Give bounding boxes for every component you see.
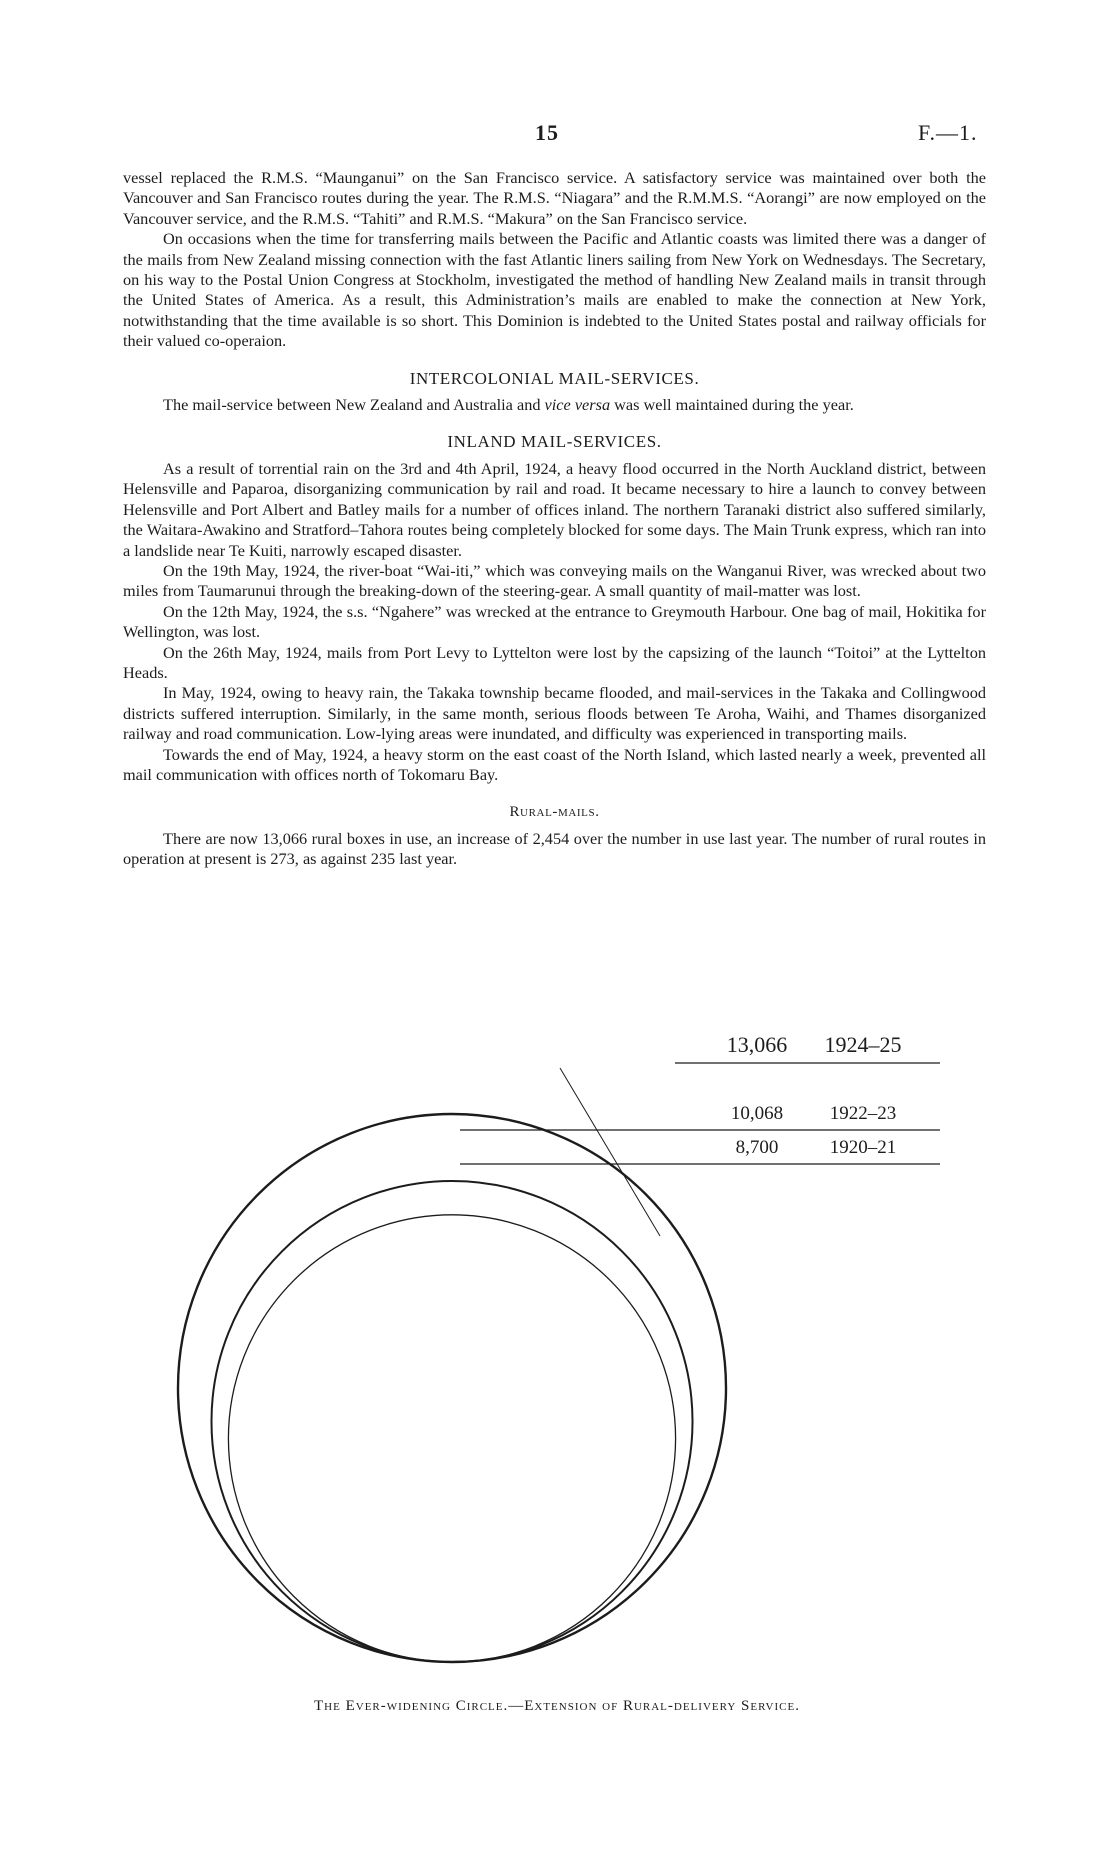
ring-1920–21 — [228, 1215, 675, 1662]
concentric-circle-diagram — [0, 1030, 1114, 1670]
paragraph: vessel replaced the R.M.S. “Maunganui” on the San Francisco service. A satisfactory service was maintained over both the Vancouver and San Francisco routes during the year. The R.M.S. “Niagara” and the R.M.M.S. “Aorangi” are now employed on the Vancouver service, and the R.M.S. “Tahiti” and R.M.S. “Makura” on the San Francisco service. — [123, 168, 986, 228]
page-header — [0, 120, 1114, 150]
ring-year-label: 1924–25 — [824, 1032, 902, 1057]
heading-intercolonial: INTERCOLONIAL MAIL-SERVICES. — [409, 368, 700, 388]
text-segment: was well maintained during the year. — [610, 395, 854, 415]
document-reference: F.—1. — [918, 120, 978, 145]
figure-caption: The Ever-widening Circle.—Extension of Rural-delivery Service. — [314, 1698, 800, 1714]
ring-1924–25 — [178, 1114, 726, 1662]
paragraph-rural: There are now 13,066 rural boxes in use, an increase of 2,454 over the number in use last year. The number of rural routes in operation at present is 273, as against 235 last year. — [123, 828, 986, 869]
ring-year-label: 1922–23 — [829, 1103, 897, 1124]
paragraph: On the 12th May, 1924, the s.s. “Ngahere” was wrecked at the entrance to Greymouth Harbour. One bag of mail, Hokitika for Wellington, was lost. — [123, 601, 986, 642]
paragraph: On the 19th May, 1924, the river-boat “Wai-iti,” which was conveying mails on the Wanganui River, was wrecked about two miles from Taumarunui through the breaking-down of the steering-gear. A small quantity of mail-matter was lost. — [123, 560, 986, 601]
paragraph: Towards the end of May, 1924, a heavy storm on the east coast of the North Island, which lasted nearly a week, prevented all mail communication with offices north of Tokomaru Bay. — [123, 744, 986, 784]
body-text — [123, 168, 986, 870]
heading-inland: INLAND MAIL-SERVICES. — [447, 432, 662, 452]
text-segment: The mail-service between New Zealand and Australia and — [163, 395, 545, 415]
page-number: 15 — [535, 120, 559, 145]
italic-phrase: vice versa — [544, 395, 611, 415]
paragraph: As a result of torrential rain on the 3rd and 4th April, 1924, a heavy flood occurred in the North Auckland district, between Helensville and Paparoa, disorganizing communication by rail and road. It became necessary to hire a launch to convey between Helensville and Port Albert and Batley mails for a number of offices inland. The northern Taranaki district also suffered similarly, the Waitara-Awakino and Stratford–Tahora routes being completely blocked for some days. The Main Trunk express, which ran into a landslide near Te Kuiti, narrowly escaped disaster. — [123, 458, 986, 560]
paragraph: On the 26th May, 1924, mails from Port Levy to Lyttelton were lost by the capsizing of the launch “Toitoi” at the Lyttelton Heads. — [123, 642, 986, 682]
ring-value-label: 8,700 — [735, 1137, 779, 1158]
paragraph: On occasions when the time for transferring mails between the Pacific and Atlantic coasts was limited there was a danger of the mails from New Zealand missing connection with the fast Atlantic liners sailing from New York on Wednesdays. The Secretary, on his way to the Postal Union Congress at Stockholm, investigated the method of handling New Zealand mails in transit through the United States of America. As a result, this Administration’s mails are enabled to make the connection at New York, notwithstanding that the time available is so short. This Dominion is indebted to the United States postal and railway officials for their valued co-operaion. — [123, 229, 986, 351]
diagonal-leader — [560, 1068, 660, 1236]
ring-value-label: 10,068 — [730, 1103, 784, 1124]
ring-year-label: 1920–21 — [829, 1137, 897, 1158]
paragraph-intercolonial — [123, 395, 986, 415]
ring-1922–23 — [211, 1181, 692, 1662]
paragraph: In May, 1924, owing to heavy rain, the Takaka township became flooded, and mail-services in the Takaka and Collingwood districts suffered interruption. Similarly, in the same month, serious floods between Te Aroha, Waihi, and Thames disorganized railway and road communication. Low-lying areas were inundated, and difficulty was experienced in transporting mails. — [123, 683, 986, 744]
ring-value-label: 13,066 — [726, 1032, 788, 1057]
heading-rural: Rural-mails. — [509, 804, 600, 821]
